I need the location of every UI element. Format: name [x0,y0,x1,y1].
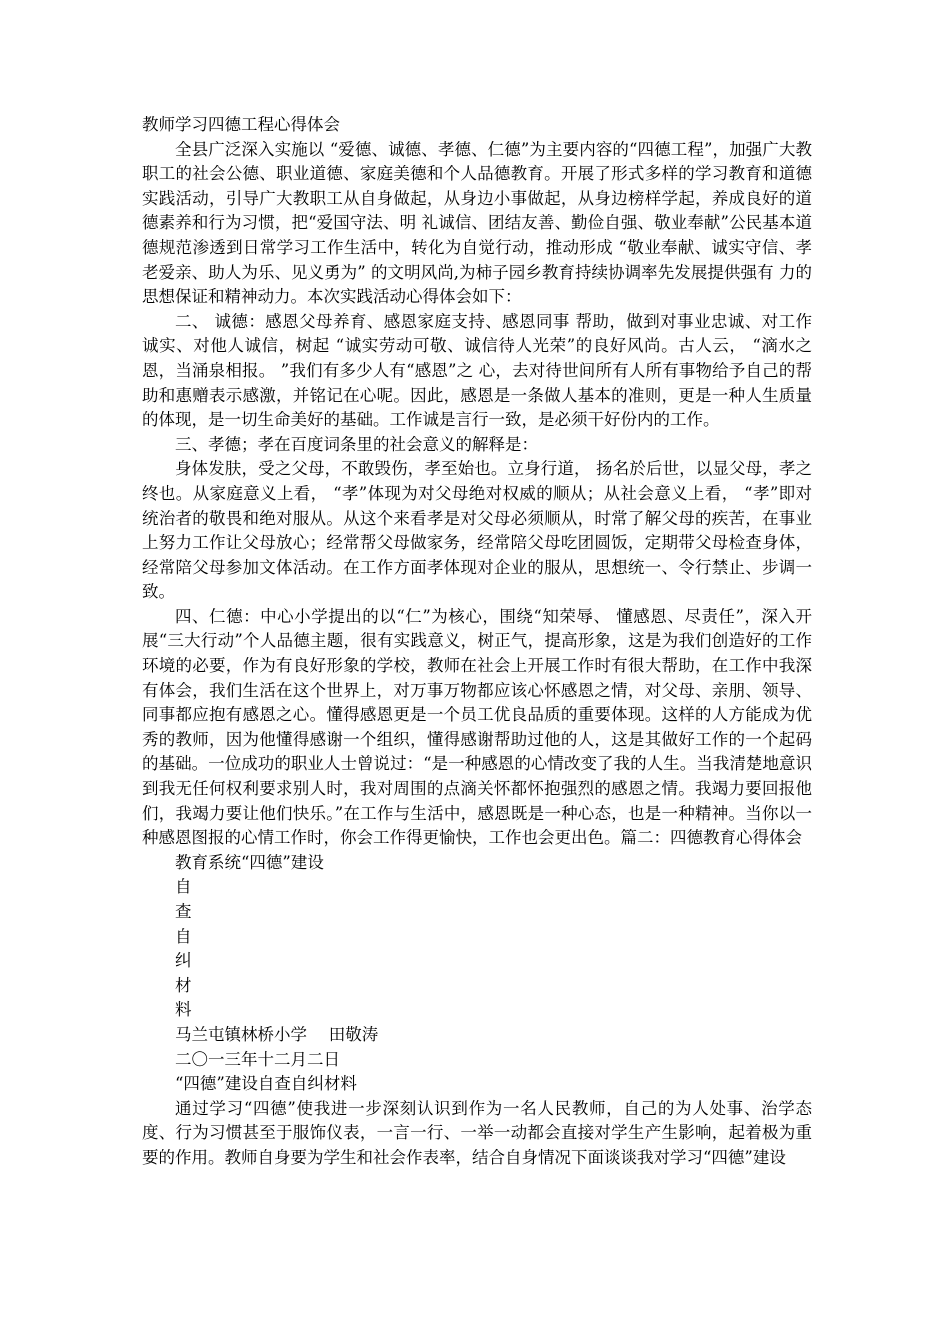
vertical-char: 料 [175,1000,192,1020]
paragraph-ren-de: 四、仁德：中心小学提出的以“仁”为核心，围绕“知荣辱、 懂感恩、尽责任”，深入开展“三大行动”个人品德主题，很有实践意义，树正气，提高形象，这是为我们创造好的工作环境的必要，作为有良好形象的学校，教师在社会上开展工作时有很大帮助，在工作中我深有体会，我们生活在这个世界上，对万事万物都应该心怀感恩之情，对父母、亲朋、领导、同事都应抱有感恩之心。懂得感恩更是一个员工优良品质的重要体现。这样的人方能成为优秀的教师，因为他懂得感谢一个组织，懂得感谢帮助过他的人，这是其做好工作的一个起码的基础。一位成功的职业人士曾说过：“是一种感恩的心情改变了我的人生。当我清楚地意识到我无任何权利要求别人时，我对周围的点滴关怀都怀抱强烈的感恩之情。我竭力要回报他们，我竭力要让他们快乐。”在工作与生活中，感恩既是一种心态，也是一种精神。当你以一种感恩图报的心情工作时，你会工作得更愉快，工作也会更出色。篇二：四德教育心得体会 [142,606,812,848]
paragraph-cheng-de: 二、 诚德：感恩父母养育、感恩家庭支持、感恩同事 帮助，做到对事业忠诚、对工作诚实、对他人诚信，树起 “诚实劳动可敬、诚信待人光荣”的良好风尚。古人云， “滴水之恩，当涌泉相报。 ”我们有多少人有“感恩”之 心，去对待世间所有人所有事物给予自己的帮助和惠赠表示感激，并铭记在心呢。因此，感恩是一条做人基本的准则，更是一种人生质量的体现，是一切生命美好的基础。工作诚是言行一致，是必须干好份内的工作。 [142,311,812,430]
vertical-char: 材 [175,975,192,995]
vertical-char: 自 [175,877,192,897]
paragraph-final: 通过学习“四德”使我进一步深刻认识到作为一名人民教师，自己的为人处事、治学态度、行为习惯甚至于服饰仪表，一言一行、一举一动都会直接对学生产生影响，起着极为重要的作用。教师自身要为学生和社会作表率，结合自身情况下面谈谈我对学习“四德”建设 [142,1098,812,1167]
paragraph-xiao-de-heading: 三、孝德；孝在百度词条里的社会意义的解释是： [175,434,538,454]
document-page [142,113,812,1171]
vertical-char: 纠 [175,951,192,971]
paragraph-xiao-de: 身体发肤，受之父母，不敢毁伤，孝至始也。立身行道， 扬名於后世，以显父母，孝之终也。从家庭意义上看， “孝”体现为对父母绝对权威的顺从；从社会意义上看， “孝”即对统治者的敬畏和绝对服从。从这个来看孝是对父母必须顺从，时常了解父母的疾苦，在事业上努力工作让父母放心；经常帮父母做家务，经常陪父母吃团圆饭，定期带父母检查身体， 经常陪父母参加文体活动。在工作方面孝体现对企业的服从，思想统一、令行禁止、步调一致。 [142,459,812,602]
material-heading: “四德”建设自查自纠材料 [175,1074,357,1094]
author-line: 马兰屯镇林桥小学 田敬涛 [175,1024,379,1044]
paragraph-intro: 全县广泛深入实施以 “爱德、诚德、孝德、仁德”为主要内容的“四德工程”，加强广大教职工的社会公德、职业道德、家庭美德和个人品德教育。开展了形式多样的学习教育和道德实践活动，引导广大教职工从自身做起，从身边小事做起，从身边榜样学起，养成良好的道德素养和行为习惯，把“爱国守法、明 礼诚信、团结友善、勤俭自强、敬业奉献”公民基本道德规范渗透到日常学习工作生活中，转化为自觉行动，推动形成 “敬业奉献、诚实守信、孝老爱亲、助人为乐、见义勇为” 的文明风尚,为柿子园乡教育持续协调率先发展提供强有 力的思想保证和精神动力。本次实践活动心得体会如下： [142,139,812,307]
date-line: 二〇一三年十二月二日 [175,1049,340,1069]
subtitle-line: 教育系统“四德”建设 [175,852,324,872]
document-title: 教师学习四德工程心得体会 [142,115,340,134]
vertical-char: 自 [175,926,192,946]
vertical-char: 查 [175,902,192,921]
